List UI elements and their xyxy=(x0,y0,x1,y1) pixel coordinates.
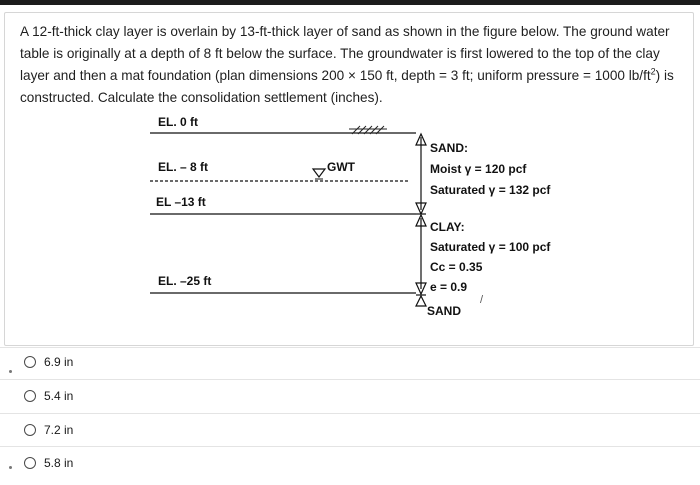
dimension-arrows xyxy=(416,134,426,306)
answer-option-label: 7.2 in xyxy=(44,423,74,437)
clay-saturated-unit-weight: Saturated γ = 100 pcf xyxy=(430,240,551,254)
scroll-dot-icon xyxy=(9,466,12,469)
gwt-label: GWT xyxy=(327,160,355,174)
clay-properties xyxy=(430,218,550,296)
question-line-2: table is originally at a depth of 8 ft below the surface. The groundwater is first lowered to the top of the clay xyxy=(20,46,660,61)
sand-properties xyxy=(430,139,550,199)
question-line-1: A 12-ft-thick clay layer is overlain by 13-ft-thick layer of sand as shown in the figure below. The ground water xyxy=(20,24,670,39)
stray-mark: / xyxy=(480,294,484,306)
sand-saturated-unit-weight: Saturated γ = 132 pcf xyxy=(430,183,551,197)
clay-compression-index: Cc = 0.35 xyxy=(430,260,483,274)
scroll-dot-icon xyxy=(9,370,12,373)
water-table-icon xyxy=(313,169,325,177)
option-separator xyxy=(0,446,700,447)
question-line-4: constructed. Calculate the consolidation settlement (inches). xyxy=(20,90,383,105)
elevation-8-label: EL. – 8 ft xyxy=(158,160,209,174)
radio-button-icon[interactable] xyxy=(24,356,36,368)
options-divider xyxy=(0,347,700,348)
answer-option-4[interactable] xyxy=(24,454,73,472)
elevation-0-label: EL. 0 ft xyxy=(158,115,199,129)
question-line-3: layer and then a mat foundation (plan dimensions 200 × 150 ft, depth = 3 ft; uniform pressure = 1000 $lb/ft^2$) is xyxy=(20,66,674,83)
elevation-25-label: EL. –25 ft xyxy=(158,274,212,288)
radio-button-icon[interactable] xyxy=(24,390,36,402)
option-separator xyxy=(0,379,700,380)
answer-option-label: 5.4 in xyxy=(44,389,74,403)
answer-option-label: 5.8 in xyxy=(44,456,74,470)
radio-button-icon[interactable] xyxy=(24,457,36,469)
answer-option-3[interactable] xyxy=(24,421,73,439)
answer-option-2[interactable] xyxy=(24,387,73,405)
elevation-13-label: EL –13 ft xyxy=(156,195,206,209)
option-separator xyxy=(0,413,700,414)
clay-void-ratio: e = 0.9 xyxy=(430,280,468,294)
sand-title: SAND: xyxy=(430,141,468,155)
answer-option-1[interactable] xyxy=(24,353,73,371)
bottom-sand-label: SAND xyxy=(427,304,462,318)
radio-button-icon[interactable] xyxy=(24,424,36,436)
answer-option-label: 6.9 in xyxy=(44,355,74,369)
clay-title: CLAY: xyxy=(430,220,465,234)
sand-moist-unit-weight: Moist γ = 120 pcf xyxy=(430,162,527,176)
